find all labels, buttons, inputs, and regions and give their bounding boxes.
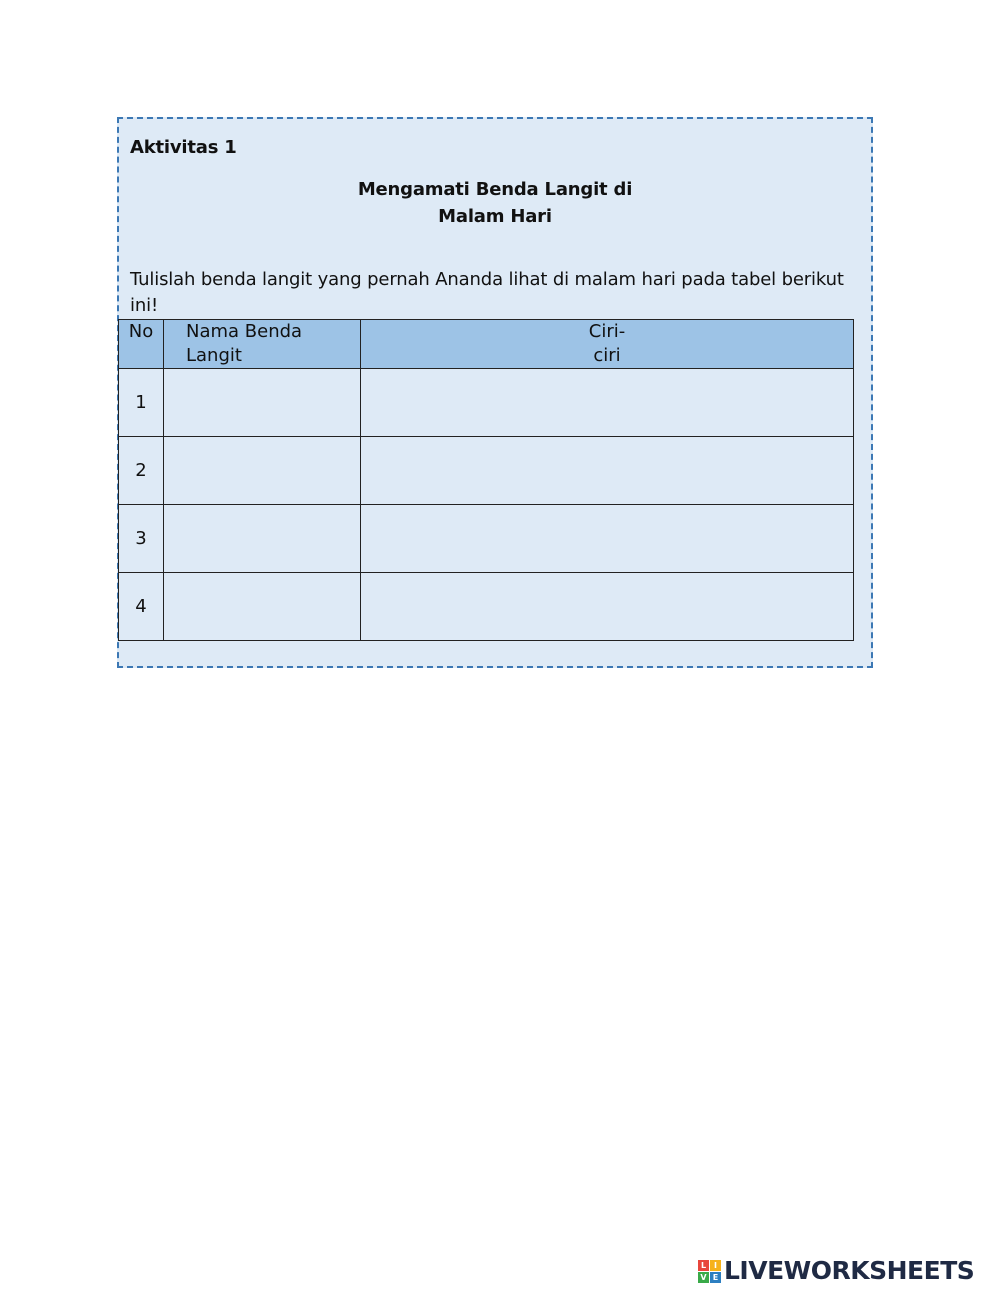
instruction-text: Tulislah benda langit yang pernah Ananda lihat di malam hari pada tabel berikut ini! (130, 269, 844, 316)
logo-letter: I (710, 1260, 721, 1271)
answer-table (118, 319, 854, 641)
header-no: No (119, 320, 164, 369)
ciri-answer-field[interactable] (361, 369, 854, 437)
table-row (119, 573, 854, 641)
activity-label: Aktivitas 1 (130, 137, 237, 158)
nama-answer-field[interactable] (164, 505, 361, 573)
row-number: 3 (119, 505, 164, 573)
table-row (119, 369, 854, 437)
header-ciri-line2: ciri (593, 345, 621, 366)
activity-title-line1: Mengamati Benda Langit di (357, 179, 633, 200)
brand-text: LIVEWORKSHEETS (724, 1256, 975, 1285)
logo-letter: E (710, 1272, 721, 1283)
logo-letter: V (698, 1272, 709, 1283)
nama-answer-field[interactable] (164, 369, 361, 437)
row-number: 1 (119, 369, 164, 437)
nama-answer-field[interactable] (164, 573, 361, 641)
nama-answer-field[interactable] (164, 437, 361, 505)
header-nama-benda-langit: Nama Benda Langit (164, 320, 361, 369)
ciri-answer-field[interactable] (361, 437, 854, 505)
activity-title-line2: Malam Hari (438, 206, 552, 227)
row-number: 2 (119, 437, 164, 505)
table-row (119, 505, 854, 573)
row-number: 4 (119, 573, 164, 641)
header-ciri-ciri (361, 320, 854, 369)
activity-title (119, 176, 871, 230)
liveworksheets-brand[interactable] (698, 1258, 974, 1284)
table-row (119, 437, 854, 505)
ciri-answer-field[interactable] (361, 573, 854, 641)
table-header-row (119, 320, 854, 369)
header-ciri-line1: Ciri- (588, 321, 626, 342)
activity-box (117, 117, 873, 668)
logo-letter: L (698, 1260, 709, 1271)
liveworksheets-logo-icon (698, 1260, 721, 1283)
ciri-answer-field[interactable] (361, 505, 854, 573)
